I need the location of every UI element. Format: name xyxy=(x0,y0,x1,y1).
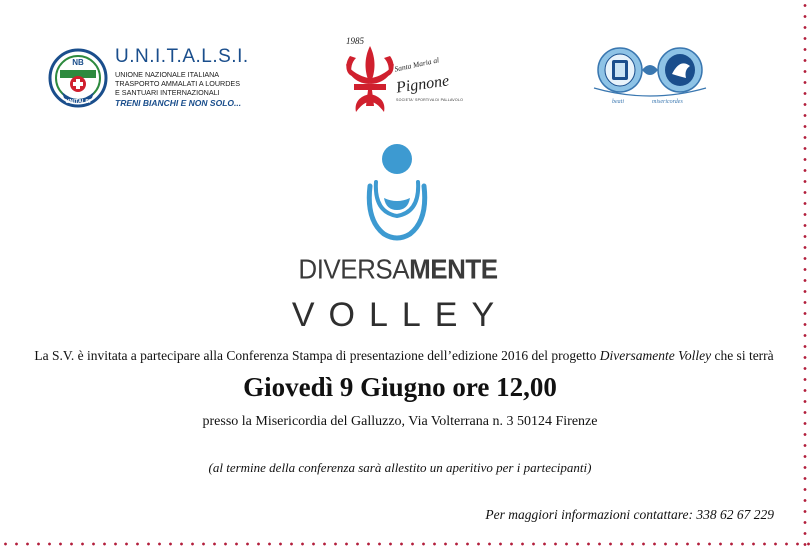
unitalsi-name: U.N.I.T.A.L.S.I. xyxy=(115,46,249,67)
dotted-border-right xyxy=(802,0,808,549)
misericordia-emblem-icon xyxy=(590,44,710,100)
invitation-suffix: che si terrà xyxy=(711,348,774,363)
pignone-logo xyxy=(340,36,464,118)
invitation-project: Diversamente Volley xyxy=(599,348,712,363)
event-date: Giovedì 9 Giugno ore 12,00 xyxy=(243,372,557,402)
event-venue: presso la Misericordia del Galluzzo, Via Volterrana n. 3 50124 Firenze xyxy=(202,414,598,429)
brand-title xyxy=(0,253,796,286)
unitalsi-logo xyxy=(48,44,248,109)
unitalsi-badge-top: NB xyxy=(72,58,84,67)
florence-lily-icon xyxy=(342,44,398,116)
brand-sport: VOLLEY xyxy=(291,296,509,334)
contact-info: Per maggiori informazioni contattare: 338 62 67 229 xyxy=(485,507,774,522)
brand-part-2: MENTE xyxy=(409,253,498,285)
volley-player-icon xyxy=(362,142,432,242)
unitalsi-desc-line2: TRASPORTO AMMALATI A LOURDES xyxy=(115,79,241,88)
unitalsi-desc-line3: E SANTUARI INTERNAZIONALI xyxy=(115,88,220,97)
misericordia-word-2: misericordes xyxy=(652,99,683,105)
unitalsi-badge-icon xyxy=(48,48,108,108)
pignone-subtitle: SOCIETA' SPORTIVA DI PALLAVOLO xyxy=(396,98,464,102)
unitalsi-badge-bottom: UNITALSI xyxy=(65,99,91,105)
misericordia-word-1: beati xyxy=(612,99,624,105)
brand-part-1: DIVERSA xyxy=(298,253,410,285)
unitalsi-tagline: TRENI BIANCHI E NON SOLO... xyxy=(115,98,242,108)
misericordia-logo xyxy=(590,44,710,112)
pignone-year: 1985 xyxy=(346,36,364,46)
unitalsi-description xyxy=(115,70,285,97)
pignone-line1: Santa Maria al xyxy=(393,55,440,74)
pignone-name: Pignone xyxy=(395,72,451,97)
invitation-prefix: La S.V. è invitata a partecipare alla Conferenza Stampa di presentazione dell’edizione 2016 del progetto xyxy=(34,348,600,363)
unitalsi-desc-line1: UNIONE NAZIONALE ITALIANA xyxy=(115,70,220,79)
dotted-border-bottom xyxy=(0,541,810,547)
event-note: (al termine della conferenza sarà allestito un aperitivo per i partecipanti) xyxy=(208,460,592,475)
invitation-text xyxy=(4,348,804,364)
